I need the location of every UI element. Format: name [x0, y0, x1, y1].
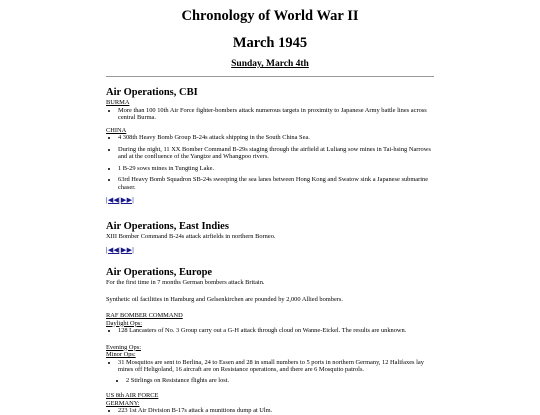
- section-heading: Air Operations, CBI: [106, 87, 198, 98]
- section-heading: Air Operations, East Indies: [106, 221, 229, 232]
- china-list: [106, 134, 434, 191]
- list-item: • 4 308th Heavy Bomb Group B-24s attack shipping in the South China Sea.: [118, 134, 434, 142]
- nav-separator: |: [119, 196, 121, 204]
- minor-ops-list: [106, 359, 434, 374]
- daylight-ops-list: [106, 327, 434, 335]
- prev-section-link[interactable]: |◀◀: [106, 245, 120, 254]
- section-air-ops-east-indies: [106, 221, 434, 255]
- section-text: Synthetic oil facilities in Hamburg and Gelsenkirchen are pounded by 2,000 Allied bombers.: [106, 295, 343, 303]
- burma-list: [106, 107, 434, 122]
- section-heading: Air Operations, Europe: [106, 267, 213, 278]
- list-item: • 1 B-29 sows mines in Tungting Lake.: [118, 165, 434, 173]
- command-label-raf: RAF BOMBER COMMAND: [106, 312, 183, 319]
- section-nav: [106, 196, 434, 205]
- list-item: • 31 Mosquitos are sent to Berlina, 24 to Essen and 28 in small numbers to 5 ports in northern Germany, 12 Halifaxes lay mines off Heligoland, 16 aircraft are on Resistance operations, and there are 6 Mosquito patrols.: [118, 359, 434, 374]
- section-text: XIII Bomber Command B-24s attack airfields in northern Borneo.: [106, 233, 276, 240]
- section-air-ops-europe: [106, 267, 434, 415]
- section-text: For the first time in 7 months German bombers attack Britain.: [106, 279, 265, 286]
- list-item: • 63rd Heavy Bomb Squadron SB-24s sweeping the sea lanes between Hong Kong and Swatow sink a Japanese submarine chaser.: [118, 176, 434, 191]
- ops-label-daylight: Daylight Ops:: [106, 319, 143, 327]
- region-label-china: CHINA: [106, 126, 127, 134]
- section-air-ops-cbi: [106, 87, 434, 205]
- list-item: • More than 100 10th Air Force fighter-bombers attack numerous targets in proximity to Japanese Army battle lines across central Burma.: [118, 107, 434, 122]
- nav-separator: |: [119, 245, 121, 254]
- prev-section-link[interactable]: |◀◀: [106, 196, 120, 204]
- list-item: • During the night, 11 XX Bomber Command B-29s staging through the airfield at Luliang sow mines in Tai-hsing Narrows and at the confluence of the Yangtze and Whangpoo rivers.: [118, 146, 434, 161]
- command-label-us8: US 8th AIR FORCE: [106, 392, 159, 399]
- list-item: • 223 1st Air Division B-17s attack a munitions dump at Ulm.: [118, 407, 434, 415]
- minor-ops-sublist: [106, 377, 434, 385]
- ops-label-minor: Minor Ops:: [106, 351, 136, 358]
- region-label-burma: BURMA: [106, 99, 130, 106]
- page-title: Chronology of World War II: [181, 8, 359, 24]
- list-item: • 128 Lancasters of No. 3 Group carry out a G-H attack through cloud on Wanne-Eickel. The results are unknown.: [118, 327, 434, 335]
- month-heading: March 1945: [232, 35, 308, 51]
- next-section-link[interactable]: ▶▶|: [120, 245, 135, 254]
- region-label-germany: GERMANY:: [106, 399, 140, 407]
- divider: [106, 76, 434, 77]
- day-heading: Sunday, March 4th: [231, 59, 309, 69]
- ops-label-evening: Evening Ops:: [106, 343, 141, 351]
- next-section-link[interactable]: ▶▶|: [120, 196, 135, 204]
- germany-list: [106, 407, 434, 415]
- list-item: • 2 Stirlings on Resistance flights are lost.: [126, 377, 434, 385]
- section-nav: [106, 246, 434, 255]
